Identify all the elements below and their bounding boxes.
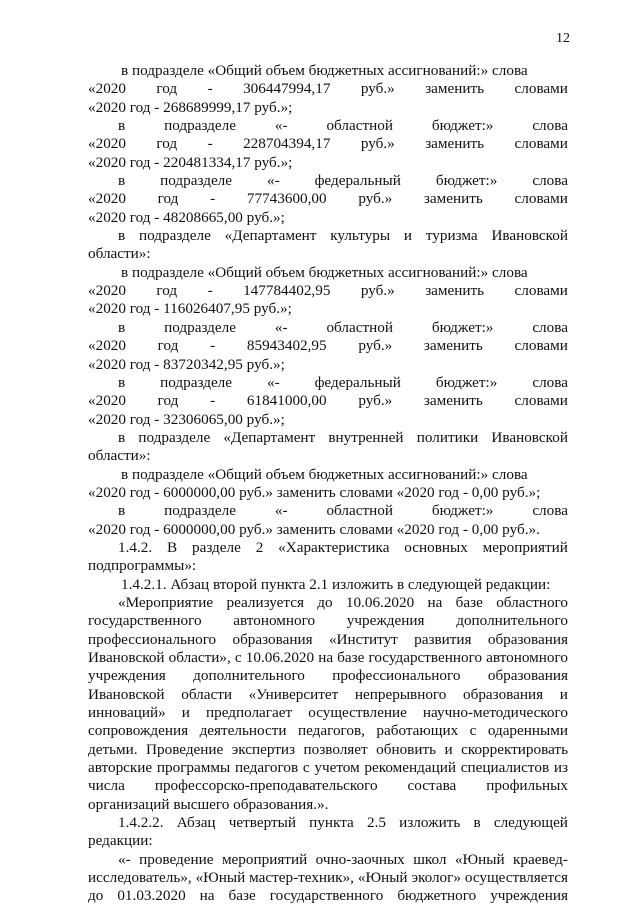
word: государственного xyxy=(88,612,202,630)
word: 10.06.2020 xyxy=(345,593,415,611)
word: областной xyxy=(326,318,393,336)
word: год xyxy=(157,392,179,410)
word: до xyxy=(88,887,104,905)
word: год xyxy=(157,190,179,208)
text-line: «2020 год - 83720342,95 руб.»; xyxy=(88,355,285,373)
word: автономного xyxy=(486,649,568,666)
word: дополнительного xyxy=(456,612,568,630)
word: базе xyxy=(228,887,256,905)
word: образования xyxy=(487,667,568,685)
word: бюджет:» xyxy=(431,502,494,520)
word: исследователь», xyxy=(88,869,192,887)
word: областной xyxy=(326,117,393,135)
text-line xyxy=(88,667,568,685)
word: слова xyxy=(532,172,568,190)
text-line xyxy=(88,172,568,190)
word: 1.4.2. xyxy=(118,538,153,556)
text-line xyxy=(88,190,568,208)
word: мероприятий xyxy=(482,538,568,556)
document-body xyxy=(88,62,568,906)
word: слова xyxy=(532,502,568,520)
word: год xyxy=(156,135,178,153)
text-line xyxy=(88,777,568,795)
word: базе xyxy=(455,593,483,611)
word: подразделе xyxy=(138,227,211,245)
word: слова xyxy=(532,318,568,336)
word: программы xyxy=(156,759,231,777)
text-line xyxy=(88,686,568,704)
text-line xyxy=(88,539,568,557)
word: с xyxy=(469,722,477,740)
word: руб.» xyxy=(358,337,393,355)
word: осуществление xyxy=(308,704,407,722)
word: до xyxy=(317,593,333,611)
word: работающих xyxy=(376,722,459,740)
word: подразделе xyxy=(164,117,236,135)
text-line: «2020 год - 220481334,17 руб.»; xyxy=(88,153,293,171)
word: государственного xyxy=(269,887,384,905)
word: «- xyxy=(266,373,280,391)
word: бюджет:» xyxy=(431,117,494,135)
word: 01.03.2020 xyxy=(117,887,186,905)
word: федеральный xyxy=(314,373,401,391)
word: сопровождения xyxy=(88,722,189,740)
word: специалистов xyxy=(460,759,550,777)
text-line: «2020 год - 6000000,00 руб.» заменить словами «2020 год - 0,00 руб.». xyxy=(88,520,540,538)
word: - xyxy=(207,135,213,153)
word: профессионального xyxy=(332,667,461,685)
word: непрерывного xyxy=(354,685,447,703)
word: дополнительного xyxy=(193,667,305,685)
word: Абзац xyxy=(176,814,216,832)
word: «Юный xyxy=(357,869,408,887)
word: образования xyxy=(463,685,544,703)
word: осуществляется xyxy=(464,869,568,887)
word: словами xyxy=(514,190,568,208)
word: в xyxy=(118,502,126,520)
word: заменить xyxy=(423,392,483,410)
text-line: «2020 год - 268689999,17 руб.»; xyxy=(88,98,293,116)
word: педагогов, xyxy=(297,722,365,740)
word: профессорско-преподавательского xyxy=(154,777,378,795)
text-line: области»: xyxy=(88,447,151,465)
word: «- xyxy=(118,850,131,868)
word: в xyxy=(118,428,126,446)
word: руб.» xyxy=(360,282,395,300)
word: руб.» xyxy=(360,135,395,153)
text-line xyxy=(88,117,568,135)
word: год xyxy=(156,282,178,300)
word: предполагает xyxy=(205,704,293,722)
word: «- xyxy=(274,502,288,520)
word: областной xyxy=(326,502,393,520)
text-line: редакции: xyxy=(88,832,153,850)
text-line xyxy=(88,649,568,667)
word: с xyxy=(302,759,310,777)
word: на xyxy=(199,887,215,905)
word: следующей xyxy=(493,814,568,832)
word: внутренней xyxy=(328,428,404,446)
word: бюджет:» xyxy=(435,373,498,391)
word: в xyxy=(118,227,126,245)
text-line xyxy=(88,227,568,245)
page-number: 12 xyxy=(556,31,570,46)
text-line xyxy=(88,612,568,630)
word: 2 xyxy=(255,538,264,556)
word: «2020 xyxy=(88,190,126,208)
word: научно-методического xyxy=(422,704,568,722)
word: «Юный xyxy=(454,850,505,868)
word: - xyxy=(207,80,213,98)
word: подразделе xyxy=(160,172,232,190)
word: одаренными xyxy=(487,722,568,740)
text-line xyxy=(88,887,568,905)
word: состава xyxy=(407,777,457,795)
word: «Университет xyxy=(248,685,339,703)
word: основных xyxy=(404,538,468,556)
text-line xyxy=(88,814,568,832)
text-line xyxy=(88,869,568,887)
word: 147784402,95 xyxy=(243,282,331,300)
word: пункта xyxy=(309,814,354,832)
word: эколог» xyxy=(411,869,461,887)
text-line xyxy=(88,80,568,98)
word: проведение xyxy=(139,850,214,868)
word: заменить xyxy=(425,282,485,300)
word: деятельности xyxy=(199,722,287,740)
word: в xyxy=(118,117,126,135)
word: изложить xyxy=(399,814,461,832)
word: автономного xyxy=(233,612,316,630)
word: «2020 xyxy=(88,392,126,410)
word: «Департамент xyxy=(224,227,317,245)
word: учетом xyxy=(314,759,360,777)
text-line xyxy=(88,502,568,520)
word: школ xyxy=(413,850,447,868)
text-line: «2020 год - 116026407,95 руб.»; xyxy=(88,300,292,318)
word: обновить xyxy=(376,740,437,758)
word: Ивановской xyxy=(88,649,165,666)
word: образования xyxy=(487,630,568,648)
text-line xyxy=(88,429,568,447)
text-line xyxy=(88,392,568,410)
text-line xyxy=(88,374,568,392)
word: год xyxy=(157,337,179,355)
word: 228704394,17 xyxy=(243,135,331,153)
word: образования xyxy=(232,630,313,648)
text-line xyxy=(88,594,568,612)
word: профессионального xyxy=(88,630,217,648)
word: «- xyxy=(274,117,288,135)
word: области», xyxy=(168,649,231,666)
word: на xyxy=(427,593,443,611)
word: Проведение xyxy=(146,740,224,758)
word: Ивановской xyxy=(491,227,568,245)
text-line: «2020 год - 48208665,00 руб.»; xyxy=(88,208,285,226)
word: в xyxy=(118,373,126,391)
text-line xyxy=(88,135,568,153)
word: бюджетного xyxy=(397,887,477,905)
word: и xyxy=(403,227,413,245)
word: развития xyxy=(414,630,472,648)
text-line: «2020 год - 6000000,00 руб.» заменить словами «2020 год - 0,00 руб.»; xyxy=(88,483,541,501)
word: экспертиз xyxy=(231,740,296,758)
word: «Департамент xyxy=(223,428,316,446)
text-line: «2020 год - 32306065,00 руб.»; xyxy=(88,410,285,428)
word: 77743600,00 xyxy=(246,190,327,208)
word: «2020 xyxy=(88,135,126,153)
word: слова xyxy=(532,117,568,135)
word: культуры xyxy=(330,227,391,245)
text-line xyxy=(88,759,568,777)
text-line xyxy=(88,337,568,355)
word: рекомендаций xyxy=(364,759,456,777)
word: позволяет xyxy=(303,740,368,758)
word: мероприятий xyxy=(221,850,308,868)
word: числа xyxy=(88,777,125,795)
word: «Институт xyxy=(328,630,398,648)
word: словами xyxy=(514,135,568,153)
word: словами xyxy=(514,337,568,355)
text-line: подпрограммы»: xyxy=(88,557,197,575)
word: областного xyxy=(496,593,568,611)
word: словами xyxy=(514,80,568,98)
word: 2.5 xyxy=(366,814,386,832)
word: из xyxy=(553,759,568,777)
word: заменить xyxy=(425,135,485,153)
word: - xyxy=(210,190,216,208)
word: подразделе xyxy=(164,318,236,336)
word: 85943402,95 xyxy=(246,337,327,355)
word: 306447994,17 xyxy=(243,80,331,98)
word: «Мероприятие xyxy=(118,593,214,611)
word: Ивановской xyxy=(88,685,165,703)
word: области xyxy=(181,685,232,703)
word: политики xyxy=(416,428,479,446)
text-line: в подразделе «Общий объем бюджетных ассигнований:» слова xyxy=(121,62,528,79)
word: - xyxy=(210,337,216,355)
word: и xyxy=(181,704,190,722)
word: скорректировать xyxy=(461,740,568,758)
text-line: в подразделе «Общий объем бюджетных ассигнований:» слова xyxy=(121,263,528,281)
text-line xyxy=(88,282,568,300)
word: руб.» xyxy=(358,190,393,208)
word: мастер-техник», xyxy=(249,869,354,887)
word: словами xyxy=(514,392,568,410)
word: государственного xyxy=(368,649,483,666)
word: «2020 xyxy=(88,80,126,98)
word: очно-заочных xyxy=(315,850,405,868)
text-line xyxy=(88,704,568,722)
word: заменить xyxy=(423,190,483,208)
word: туризма xyxy=(425,227,478,245)
word: и xyxy=(559,685,568,703)
word: «2020 xyxy=(88,282,126,300)
word: 1.4.2.2. xyxy=(118,814,164,832)
word: 61841000,00 xyxy=(246,392,327,410)
text-line xyxy=(88,741,568,759)
word: подразделе xyxy=(138,428,211,446)
word: «Характеристика xyxy=(278,538,390,556)
text-line: 1.4.2.1. Абзац второй пункта 2.1 изложить в следующей редакции: xyxy=(121,575,551,593)
word: «Юный xyxy=(195,869,246,887)
word: руб.» xyxy=(360,80,395,98)
word: 10.06.2020 xyxy=(245,649,315,666)
text-line xyxy=(88,319,568,337)
text-line: организаций высшего образования.». xyxy=(88,795,329,813)
word: руб.» xyxy=(358,392,393,410)
word: «- xyxy=(266,172,280,190)
word: профильных xyxy=(486,777,568,795)
word: подразделе xyxy=(160,373,232,391)
word: - xyxy=(207,282,213,300)
word: Ивановской xyxy=(491,428,568,446)
word: «- xyxy=(274,318,288,336)
word: разделе xyxy=(192,538,241,556)
text-line xyxy=(88,722,568,740)
word: в xyxy=(118,172,126,190)
word: базе xyxy=(337,649,365,666)
word: «2020 xyxy=(88,337,126,355)
word: словами xyxy=(514,282,568,300)
word: детьми. xyxy=(88,740,138,758)
text-line: области»: xyxy=(88,245,151,263)
word: с xyxy=(234,649,242,666)
word: заменить xyxy=(423,337,483,355)
word: бюджет:» xyxy=(435,172,498,190)
word: бюджет:» xyxy=(431,318,494,336)
word: федеральный xyxy=(314,172,401,190)
text-line xyxy=(88,631,568,649)
word: слова xyxy=(532,373,568,391)
word: на xyxy=(318,649,334,666)
word: учреждения xyxy=(346,612,425,630)
word: в xyxy=(118,318,126,336)
word: и xyxy=(444,740,453,758)
word: инноваций» xyxy=(88,704,166,722)
word: педагогов xyxy=(234,759,299,777)
word: реализуется xyxy=(226,593,304,611)
text-line xyxy=(88,851,568,869)
word: - xyxy=(210,392,216,410)
word: В xyxy=(167,538,178,556)
word: год xyxy=(156,80,178,98)
word: краевед- xyxy=(513,850,568,868)
word: в xyxy=(473,814,481,832)
word: заменить xyxy=(425,80,485,98)
word: четвертый xyxy=(228,814,296,832)
word: подразделе xyxy=(164,502,236,520)
word: авторские xyxy=(88,759,153,777)
word: учреждения xyxy=(88,667,166,685)
text-line: в подразделе «Общий объем бюджетных ассигнований:» слова xyxy=(121,465,528,483)
word: учреждения xyxy=(490,887,568,905)
